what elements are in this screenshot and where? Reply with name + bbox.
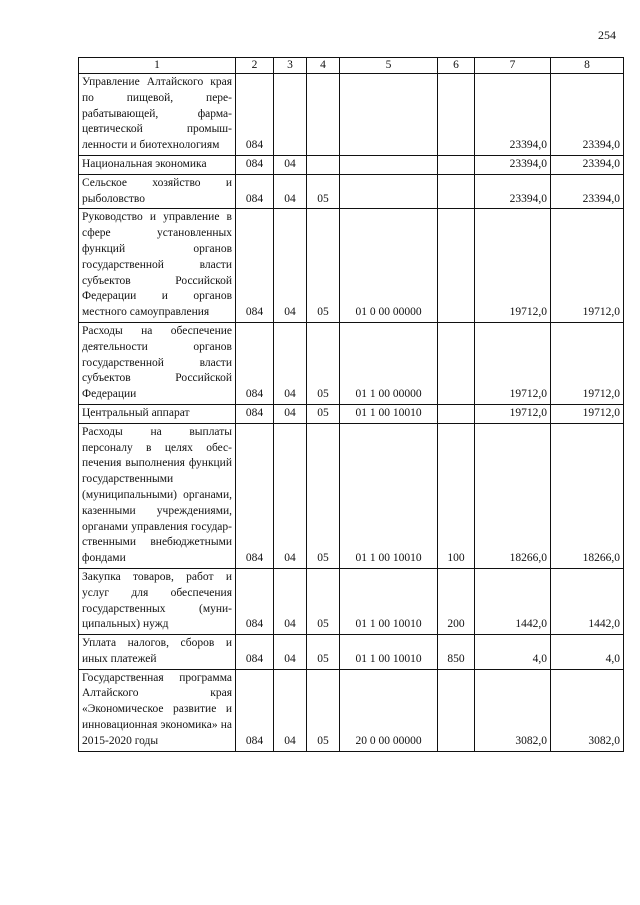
ministry-code-cell: 084	[236, 74, 274, 156]
section-code-cell: 04	[274, 635, 307, 670]
section-code-cell: 04	[274, 404, 307, 423]
row-name-cell: Уплата налогов, сборов и иных платежей	[79, 635, 236, 670]
table-header-row	[79, 58, 624, 74]
expense-type-cell	[438, 322, 475, 404]
column-header: 6	[438, 58, 475, 74]
row-name-cell: Центральный аппарат	[79, 404, 236, 423]
amount-column-7-cell: 23394,0	[475, 155, 551, 174]
table-row	[79, 568, 624, 634]
ministry-code-cell: 084	[236, 635, 274, 670]
amount-column-7-cell: 19712,0	[475, 404, 551, 423]
table-row	[79, 74, 624, 156]
amount-column-7-cell: 23394,0	[475, 74, 551, 156]
table-row	[79, 209, 624, 323]
row-name-cell: Государственная программа Алтайского края «Экономическое развитие и инновационная экономика» на 2015-2020 годы	[79, 669, 236, 751]
column-header: 7	[475, 58, 551, 74]
expense-type-cell: 100	[438, 423, 475, 568]
section-code-cell: 04	[274, 568, 307, 634]
section-code-cell: 04	[274, 155, 307, 174]
table-row	[79, 322, 624, 404]
target-article-cell: 01 1 00 10010	[340, 404, 438, 423]
ministry-code-cell: 084	[236, 209, 274, 323]
table-row	[79, 404, 624, 423]
amount-column-8-cell: 1442,0	[551, 568, 624, 634]
table-row	[79, 423, 624, 568]
ministry-code-cell: 084	[236, 155, 274, 174]
expense-type-cell: 200	[438, 568, 475, 634]
subsection-code-cell: 05	[307, 209, 340, 323]
target-article-cell: 01 0 00 00000	[340, 209, 438, 323]
ministry-code-cell: 084	[236, 174, 274, 209]
row-name-cell: Сельское хозяйство и рыболовство	[79, 174, 236, 209]
section-code-cell: 04	[274, 423, 307, 568]
section-code-cell: 04	[274, 322, 307, 404]
amount-column-8-cell: 19712,0	[551, 322, 624, 404]
ministry-code-cell: 084	[236, 568, 274, 634]
target-article-cell: 01 1 00 10010	[340, 423, 438, 568]
subsection-code-cell: 05	[307, 174, 340, 209]
subsection-code-cell: 05	[307, 635, 340, 670]
column-header: 1	[79, 58, 236, 74]
ministry-code-cell: 084	[236, 423, 274, 568]
amount-column-7-cell: 4,0	[475, 635, 551, 670]
subsection-code-cell: 05	[307, 669, 340, 751]
expense-type-cell	[438, 209, 475, 323]
row-name-cell: Расходы на выплаты персоналу в целях обеспечения выполнения функций государственными (муниципальными) органами, казенными учреждениями, органами управления государственными внебюджетными фондами	[79, 423, 236, 568]
expense-type-cell	[438, 669, 475, 751]
section-code-cell: 04	[274, 209, 307, 323]
amount-column-7-cell: 1442,0	[475, 568, 551, 634]
subsection-code-cell: 05	[307, 568, 340, 634]
amount-column-8-cell: 4,0	[551, 635, 624, 670]
target-article-cell: 01 1 00 10010	[340, 635, 438, 670]
row-name-cell: Руководство и управление в сфере установленных функций органов государственной власти субъектов Российской Федерации и органов местного самоуправления	[79, 209, 236, 323]
table-row	[79, 669, 624, 751]
expense-type-cell	[438, 155, 475, 174]
subsection-code-cell: 05	[307, 423, 340, 568]
section-code-cell: 04	[274, 174, 307, 209]
amount-column-7-cell: 19712,0	[475, 322, 551, 404]
column-header: 5	[340, 58, 438, 74]
ministry-code-cell: 084	[236, 322, 274, 404]
subsection-code-cell: 05	[307, 404, 340, 423]
target-article-cell: 20 0 00 00000	[340, 669, 438, 751]
row-name-cell: Расходы на обеспечение деятельности органов государственной власти субъектов Российской Федерации	[79, 322, 236, 404]
expense-type-cell	[438, 74, 475, 156]
expense-type-cell	[438, 404, 475, 423]
column-header: 4	[307, 58, 340, 74]
target-article-cell	[340, 74, 438, 156]
column-header: 2	[236, 58, 274, 74]
subsection-code-cell	[307, 155, 340, 174]
table-row	[79, 155, 624, 174]
amount-column-7-cell: 3082,0	[475, 669, 551, 751]
target-article-cell: 01 1 00 10010	[340, 568, 438, 634]
column-header: 8	[551, 58, 624, 74]
amount-column-8-cell: 23394,0	[551, 74, 624, 156]
subsection-code-cell	[307, 74, 340, 156]
target-article-cell	[340, 155, 438, 174]
section-code-cell: 04	[274, 669, 307, 751]
row-name-cell: Национальная экономика	[79, 155, 236, 174]
amount-column-8-cell: 23394,0	[551, 174, 624, 209]
expense-type-cell	[438, 174, 475, 209]
page-number: 254	[598, 28, 616, 42]
column-header: 3	[274, 58, 307, 74]
target-article-cell	[340, 174, 438, 209]
amount-column-8-cell: 23394,0	[551, 155, 624, 174]
budget-table	[78, 57, 624, 752]
amount-column-8-cell: 18266,0	[551, 423, 624, 568]
amount-column-7-cell: 23394,0	[475, 174, 551, 209]
amount-column-7-cell: 18266,0	[475, 423, 551, 568]
expense-type-cell: 850	[438, 635, 475, 670]
row-name-cell: Управление Алтайского края по пищевой, перерабатывающей, фармацевтической промышленности и биотехнологиям	[79, 74, 236, 156]
table-row	[79, 635, 624, 670]
ministry-code-cell: 084	[236, 404, 274, 423]
target-article-cell: 01 1 00 00000	[340, 322, 438, 404]
amount-column-8-cell: 19712,0	[551, 404, 624, 423]
row-name-cell: Закупка товаров, работ и услуг для обеспечения государственных (муниципальных) нужд	[79, 568, 236, 634]
ministry-code-cell: 084	[236, 669, 274, 751]
table-row	[79, 174, 624, 209]
amount-column-8-cell: 19712,0	[551, 209, 624, 323]
subsection-code-cell: 05	[307, 322, 340, 404]
section-code-cell	[274, 74, 307, 156]
amount-column-7-cell: 19712,0	[475, 209, 551, 323]
amount-column-8-cell: 3082,0	[551, 669, 624, 751]
